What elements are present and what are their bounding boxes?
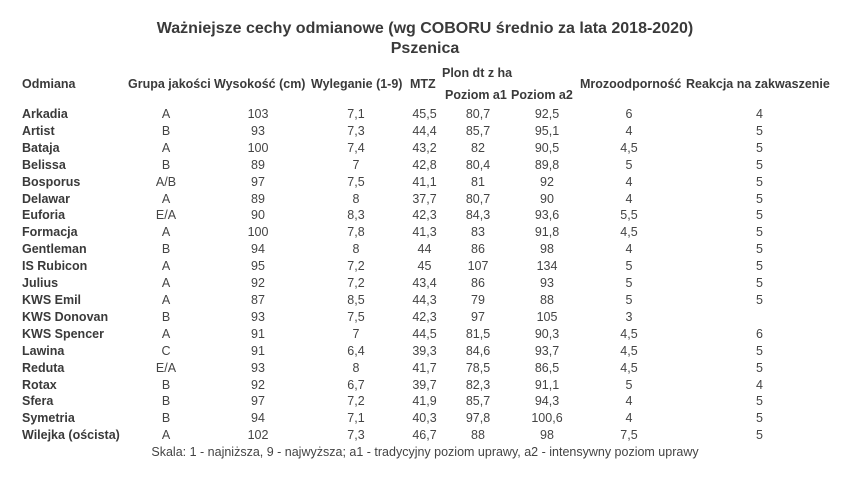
cell-mrozoodpornosc: 5 <box>625 259 633 274</box>
cell-wyleganie: 8 <box>352 191 360 206</box>
cell-mtz: 42,8 <box>412 157 437 172</box>
cell-wysokosc: 100 <box>247 225 269 240</box>
page-subtitle: Pszenica <box>390 40 460 57</box>
cell-wysokosc: 97 <box>251 394 265 409</box>
table-row <box>22 191 842 208</box>
table-row <box>22 241 842 258</box>
cell-mrozoodpornosc: 3 <box>625 309 633 324</box>
cell-mrozoodpornosc: 5 <box>625 377 633 392</box>
cell-wyleganie: 7,8 <box>347 225 365 240</box>
table-row <box>22 123 842 140</box>
cell-wysokosc: 93 <box>251 123 265 138</box>
cell-poziom-a1: 84,6 <box>465 343 491 358</box>
cell-odmiana: Reduta <box>22 360 65 375</box>
header-grupa: Grupa jakości <box>128 77 211 91</box>
cell-grupa: A <box>161 326 171 341</box>
cell-odmiana: Gentleman <box>22 242 87 257</box>
cell-wyleganie: 7,2 <box>347 259 365 274</box>
cell-poziom-a1: 80,7 <box>465 191 491 206</box>
cell-mrozoodpornosc: 5,5 <box>620 208 638 223</box>
cell-grupa: A <box>161 428 171 443</box>
footer-note: Skala: 1 - najniższa, 9 - najwyższa; a1 - tradycyjny poziom uprawy, a2 - intensywny poziom uprawy <box>151 445 699 459</box>
cell-wysokosc: 93 <box>251 360 265 375</box>
cell-odmiana: Arkadia <box>22 107 68 121</box>
cell-poziom-a2: 93,6 <box>534 208 560 223</box>
cell-poziom-a2: 86,5 <box>534 360 560 375</box>
cell-wysokosc: 91 <box>251 326 265 341</box>
cell-wysokosc: 94 <box>251 411 265 426</box>
cell-mrozoodpornosc: 4 <box>625 123 633 138</box>
cell-odmiana: Sfera <box>22 394 54 409</box>
cell-grupa: B <box>161 394 171 409</box>
cell-odmiana: Wilejka (oścista) <box>22 428 120 443</box>
cell-odmiana: KWS Spencer <box>22 326 104 341</box>
cell-reakcja: 5 <box>756 343 763 358</box>
cell-poziom-a2: 98 <box>540 242 554 257</box>
header-plon: Plon dt z ha <box>442 66 513 80</box>
cell-wyleganie: 7,3 <box>347 428 365 443</box>
cell-mtz: 41,3 <box>412 225 437 240</box>
cell-mrozoodpornosc: 4,5 <box>620 326 638 341</box>
cell-odmiana: KWS Donovan <box>22 309 109 324</box>
cell-reakcja: 5 <box>756 123 763 138</box>
cell-poziom-a1: 85,7 <box>465 394 491 409</box>
cell-mtz: 42,3 <box>412 208 437 223</box>
cell-reakcja: 5 <box>756 157 763 172</box>
cell-wysokosc: 97 <box>251 174 265 189</box>
cell-wyleganie: 7,1 <box>347 107 365 121</box>
cell-wyleganie: 6,7 <box>347 377 365 392</box>
table-row <box>22 427 842 444</box>
cell-wysokosc: 100 <box>247 140 269 155</box>
cell-poziom-a2: 93 <box>540 276 554 291</box>
cell-poziom-a1: 97,8 <box>465 411 491 426</box>
cell-grupa: A <box>161 140 171 155</box>
cell-mtz: 44,5 <box>412 326 437 341</box>
cell-wyleganie: 7,2 <box>347 276 365 291</box>
table-row <box>22 140 842 157</box>
cell-poziom-a2: 100,6 <box>531 411 563 426</box>
cell-reakcja: 5 <box>756 174 763 189</box>
cell-poziom-a2: 89,8 <box>534 157 560 172</box>
cell-reakcja: 5 <box>756 292 763 307</box>
cell-poziom-a1: 78,5 <box>465 360 491 375</box>
cell-mtz: 39,3 <box>412 343 437 358</box>
cell-odmiana: Belissa <box>22 157 66 172</box>
cell-reakcja: 5 <box>756 360 763 375</box>
cell-wyleganie: 7,5 <box>347 174 365 189</box>
cell-mrozoodpornosc: 6 <box>625 107 633 121</box>
cell-poziom-a1: 82 <box>471 140 485 155</box>
table-row <box>22 207 842 224</box>
cell-wyleganie: 7,3 <box>347 123 365 138</box>
cell-odmiana: Artist <box>22 123 55 138</box>
cell-wysokosc: 87 <box>251 292 265 307</box>
cell-wysokosc: 102 <box>247 428 269 443</box>
cell-odmiana: IS Rubicon <box>22 259 88 274</box>
cell-mtz: 42,3 <box>412 309 437 324</box>
cell-mrozoodpornosc: 4 <box>625 394 633 409</box>
cell-wysokosc: 93 <box>251 309 265 324</box>
cell-poziom-a2: 93,7 <box>534 343 560 358</box>
cell-poziom-a1: 84,3 <box>465 208 491 223</box>
cell-grupa: A <box>161 259 171 274</box>
cell-reakcja: 5 <box>756 242 763 257</box>
cell-odmiana: Rotax <box>22 377 57 392</box>
cell-mrozoodpornosc: 4,5 <box>620 225 638 240</box>
cell-mrozoodpornosc: 4,5 <box>620 360 638 375</box>
cell-wysokosc: 90 <box>251 208 265 223</box>
header-mrozoodpornosc: Mrozoodporność <box>580 77 682 91</box>
cell-mrozoodpornosc: 4 <box>625 191 633 206</box>
cell-reakcja <box>677 309 842 326</box>
cell-poziom-a2: 134 <box>536 259 558 274</box>
cell-wysokosc: 92 <box>251 276 265 291</box>
cell-wysokosc: 91 <box>251 343 265 358</box>
table-row <box>22 224 842 241</box>
cell-mrozoodpornosc: 4 <box>625 242 633 257</box>
cell-poziom-a2: 91,1 <box>534 377 560 392</box>
cell-poziom-a1: 80,7 <box>465 107 491 121</box>
cell-poziom-a1: 81 <box>471 174 485 189</box>
cell-poziom-a1: 88 <box>471 428 485 443</box>
table-row <box>22 343 842 360</box>
cell-mtz: 44 <box>417 242 432 257</box>
header-reakcja: Reakcja na zakwaszenie <box>686 77 830 91</box>
cell-mtz: 45 <box>417 259 432 274</box>
cell-grupa: B <box>161 242 171 257</box>
cell-grupa: A <box>161 225 171 240</box>
cell-grupa: B <box>161 157 171 172</box>
cell-mrozoodpornosc: 4,5 <box>620 343 638 358</box>
cell-poziom-a2: 91,8 <box>534 225 560 240</box>
cell-reakcja: 5 <box>756 411 763 426</box>
cell-mrozoodpornosc: 7,5 <box>620 428 638 443</box>
table-row <box>22 393 842 410</box>
cell-grupa: A/B <box>155 174 177 189</box>
cell-grupa: B <box>161 309 171 324</box>
cell-mtz: 46,7 <box>412 428 437 443</box>
cell-mrozoodpornosc: 4 <box>625 174 633 189</box>
table-row <box>22 309 842 326</box>
cell-poziom-a2: 88 <box>540 292 554 307</box>
cell-odmiana: Lawina <box>22 343 65 358</box>
table-row <box>22 292 842 309</box>
cell-mtz: 41,1 <box>412 174 437 189</box>
table-row <box>22 275 842 292</box>
cell-mtz: 39,7 <box>412 377 437 392</box>
cell-mtz: 43,4 <box>412 276 437 291</box>
cell-poziom-a1: 80,4 <box>465 157 491 172</box>
cell-poziom-a1: 79 <box>471 292 485 307</box>
cell-poziom-a1: 86 <box>471 276 485 291</box>
cell-mrozoodpornosc: 5 <box>625 157 633 172</box>
cell-grupa: A <box>161 292 171 307</box>
cell-mtz: 41,7 <box>412 360 437 375</box>
cell-odmiana: Julius <box>22 276 59 291</box>
cell-reakcja: 4 <box>756 107 763 121</box>
cell-reakcja: 5 <box>756 191 763 206</box>
cell-wysokosc: 92 <box>251 377 265 392</box>
cell-mtz: 44,3 <box>412 292 437 307</box>
cell-poziom-a2: 95,1 <box>534 123 560 138</box>
cell-grupa: B <box>161 123 171 138</box>
cell-wysokosc: 89 <box>251 191 265 206</box>
cell-odmiana: Symetria <box>22 411 75 426</box>
cell-odmiana: Euforia <box>22 208 66 223</box>
cell-odmiana: Delawar <box>22 191 70 206</box>
cell-poziom-a1: 83 <box>471 225 485 240</box>
table-row <box>22 326 842 343</box>
cell-poziom-a2: 90,3 <box>534 326 560 341</box>
cell-odmiana: Bataja <box>22 140 60 155</box>
cell-wyleganie: 8,5 <box>347 292 365 307</box>
cell-wyleganie: 7,1 <box>347 411 365 426</box>
table-row <box>22 174 842 191</box>
header-wysokosc: Wysokość (cm) <box>214 77 306 91</box>
data-table <box>22 106 842 444</box>
cell-mrozoodpornosc: 4 <box>625 411 633 426</box>
cell-wyleganie: 8,3 <box>347 208 365 223</box>
cell-grupa: A <box>161 276 171 291</box>
cell-poziom-a2: 105 <box>536 309 558 324</box>
cell-poziom-a2: 94,3 <box>534 394 560 409</box>
table-row <box>22 377 842 394</box>
cell-wyleganie: 8 <box>352 242 360 257</box>
cell-wyleganie: 7,5 <box>347 309 365 324</box>
table-row <box>22 157 842 174</box>
cell-wysokosc: 95 <box>251 259 265 274</box>
cell-wysokosc: 89 <box>251 157 265 172</box>
cell-odmiana: KWS Emil <box>22 292 82 307</box>
cell-poziom-a1: 85,7 <box>465 123 491 138</box>
cell-reakcja: 5 <box>756 259 763 274</box>
cell-poziom-a1: 86 <box>471 242 485 257</box>
table-row <box>22 106 842 123</box>
cell-grupa: B <box>161 411 171 426</box>
header-a2: Poziom a2 <box>511 88 573 102</box>
cell-mtz: 44,4 <box>412 123 437 138</box>
cell-reakcja: 5 <box>756 140 763 155</box>
cell-reakcja: 5 <box>756 208 763 223</box>
header-a1: Poziom a1 <box>445 88 507 102</box>
cell-wyleganie: 7,4 <box>347 140 365 155</box>
cell-poziom-a1: 97 <box>471 309 485 324</box>
cell-wysokosc: 103 <box>247 107 269 121</box>
table-row <box>22 360 842 377</box>
header-mtz: MTZ <box>410 77 436 91</box>
cell-mtz: 40,3 <box>412 411 437 426</box>
cell-grupa: A <box>161 191 171 206</box>
cell-reakcja: 5 <box>756 394 763 409</box>
cell-wyleganie: 6,4 <box>347 343 365 358</box>
cell-mrozoodpornosc: 4,5 <box>620 140 638 155</box>
cell-reakcja: 5 <box>756 276 763 291</box>
cell-mtz: 43,2 <box>412 140 437 155</box>
cell-wysokosc: 94 <box>251 242 265 257</box>
cell-poziom-a1: 107 <box>467 259 489 274</box>
cell-odmiana: Bosporus <box>22 174 81 189</box>
cell-mtz: 37,7 <box>412 191 437 206</box>
cell-grupa: A <box>161 107 171 121</box>
cell-wyleganie: 7 <box>352 326 360 341</box>
header-wyleganie: Wyleganie (1-9) <box>311 77 403 91</box>
cell-mtz: 41,9 <box>412 394 437 409</box>
cell-wyleganie: 8 <box>352 360 360 375</box>
cell-poziom-a2: 90 <box>540 191 554 206</box>
page-title: Ważniejsze cechy odmianowe (wg COBORU średnio za lata 2018-2020) <box>156 20 694 37</box>
cell-grupa: E/A <box>155 208 177 223</box>
cell-reakcja: 5 <box>756 225 763 240</box>
cell-mtz: 45,5 <box>412 107 437 121</box>
cell-poziom-a2: 98 <box>540 428 554 443</box>
cell-mrozoodpornosc: 5 <box>625 276 633 291</box>
cell-grupa: B <box>161 377 171 392</box>
cell-wyleganie: 7,2 <box>347 394 365 409</box>
cell-odmiana: Formacja <box>22 225 78 240</box>
cell-reakcja: 6 <box>756 326 763 341</box>
cell-reakcja: 5 <box>756 428 763 443</box>
cell-poziom-a2: 90,5 <box>534 140 560 155</box>
cell-grupa: C <box>161 343 171 358</box>
cell-poziom-a1: 82,3 <box>465 377 491 392</box>
cell-reakcja: 4 <box>756 377 763 392</box>
cell-poziom-a2: 92 <box>540 174 554 189</box>
table-row <box>22 410 842 427</box>
table-row <box>22 258 842 275</box>
header-odmiana: Odmiana <box>22 77 76 91</box>
cell-mrozoodpornosc: 5 <box>625 292 633 307</box>
cell-poziom-a1: 81,5 <box>465 326 491 341</box>
cell-grupa: E/A <box>155 360 177 375</box>
cell-wyleganie: 7 <box>352 157 360 172</box>
cell-poziom-a2: 92,5 <box>534 107 560 121</box>
